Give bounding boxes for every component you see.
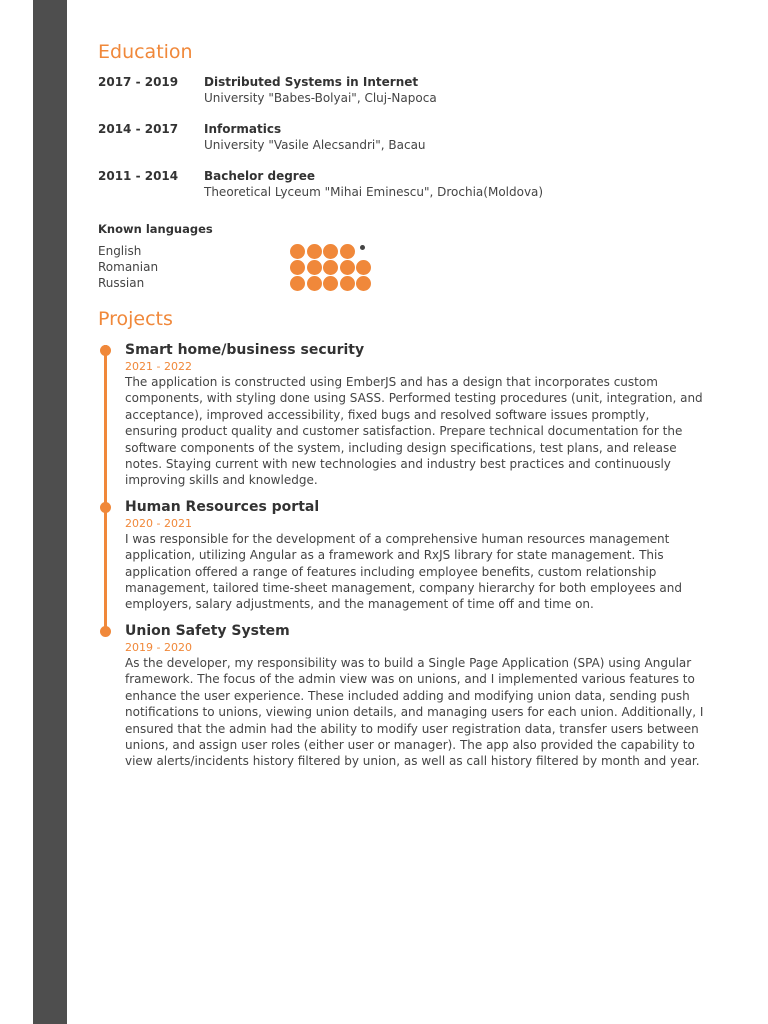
timeline-dot — [100, 502, 111, 513]
language-row — [98, 275, 718, 291]
level-dot-filled — [340, 276, 355, 291]
project-title: Smart home/business security — [125, 342, 365, 358]
project-title: Union Safety System — [125, 622, 290, 639]
project-entry — [98, 498, 718, 613]
education-period: 2017 - 2019 — [98, 75, 179, 89]
level-dot-filled — [307, 276, 322, 291]
level-dot-filled — [340, 260, 355, 275]
level-dot-empty — [360, 245, 365, 250]
timeline-dot — [100, 626, 111, 637]
level-dot-filled — [340, 244, 355, 259]
education-degree: Bachelor degree — [204, 169, 316, 183]
languages-heading: Known languages — [98, 222, 213, 236]
language-level-dots — [290, 276, 373, 291]
education-degree: Distributed Systems in Internet — [204, 75, 419, 89]
language-name: English — [98, 244, 142, 258]
level-dot-filled — [323, 244, 338, 259]
project-title: Human Resources portal — [125, 498, 320, 515]
projects-heading: Projects — [98, 308, 173, 330]
language-row — [98, 243, 718, 259]
level-dot-filled — [290, 276, 305, 291]
level-dot-filled — [356, 276, 371, 291]
level-dot-filled — [290, 260, 305, 275]
project-description: As the developer, my responsibility was to build a Single Page Application (SPA) using Angular framework. The focus of the admin view was on unions, and I implemented various features to enhance the user experience. These included adding and modifying union data, sending push notifications to unions, viewing union details, and managing users for each union. Additionally, I ensured that the admin had the ability to modify user registration data, transfer users between unions, and assign user roles (either user or manager). The app also provided the capability to view alerts/incidents history filtered by union, as well as call history filtered by month and year. — [125, 655, 704, 769]
project-period: 2020 - 2021 — [125, 516, 192, 530]
education-heading: Education — [98, 41, 193, 63]
level-dot-filled — [290, 244, 305, 259]
education-school: Theoretical Lyceum "Mihai Eminescu", Drochia(Moldova) — [204, 185, 544, 199]
level-dot-filled — [307, 244, 322, 259]
education-detail — [204, 121, 426, 153]
language-row — [98, 259, 718, 275]
level-dot-filled — [307, 260, 322, 275]
education-degree: Informatics — [204, 122, 282, 136]
project-entry — [98, 341, 718, 489]
education-school: University "Vasile Alecsandri", Bacau — [204, 138, 426, 152]
education-entry — [98, 121, 718, 153]
education-entry — [98, 74, 718, 106]
project-period: 2021 - 2022 — [125, 360, 192, 373]
project-entry — [98, 622, 718, 770]
project-description: The application is constructed using EmberJS and has a design that incorporates custom components, with styling done using SASS. Performed testing procedures (unit, integration, and acceptance), improved accessibility, fixed bugs and resolved software issues promptly, ensuring product quality and customer satisfaction. Prepare technical documentation for the software components of the system, including design specifications, test plans, and release notes. Staying current with new technologies and industry best practices and continuously improving skills and knowledge. — [125, 375, 703, 488]
language-name: Romanian — [98, 260, 159, 274]
education-period: 2014 - 2017 — [98, 122, 179, 136]
language-level-dots — [290, 244, 367, 259]
language-name: Russian — [98, 276, 145, 290]
main-content — [98, 40, 718, 779]
education-school: University "Babes-Bolyai", Cluj-Napoca — [204, 91, 437, 105]
level-dot-filled — [323, 276, 338, 291]
language-level-dots — [290, 260, 373, 275]
education-detail — [204, 168, 543, 200]
education-entry — [98, 168, 718, 200]
languages-section — [98, 222, 718, 291]
projects-timeline — [98, 341, 718, 770]
education-detail — [204, 74, 437, 106]
level-dot-filled — [323, 260, 338, 275]
timeline-dot — [100, 345, 111, 356]
level-dot-filled — [356, 260, 371, 275]
project-period: 2019 - 2020 — [125, 640, 192, 654]
education-period: 2011 - 2014 — [98, 169, 179, 183]
project-description: I was responsible for the development of a comprehensive human resources management application, utilizing Angular as a framework and RxJS library for state management. This application offered a range of features including employee benefits, custom relationship management, tailored time-sheet management, company hierarchy for both employees and employers, salary adjustments, and the management of time off and time on. — [125, 531, 682, 612]
sidebar-stripe — [33, 0, 67, 1024]
education-list — [98, 74, 718, 200]
